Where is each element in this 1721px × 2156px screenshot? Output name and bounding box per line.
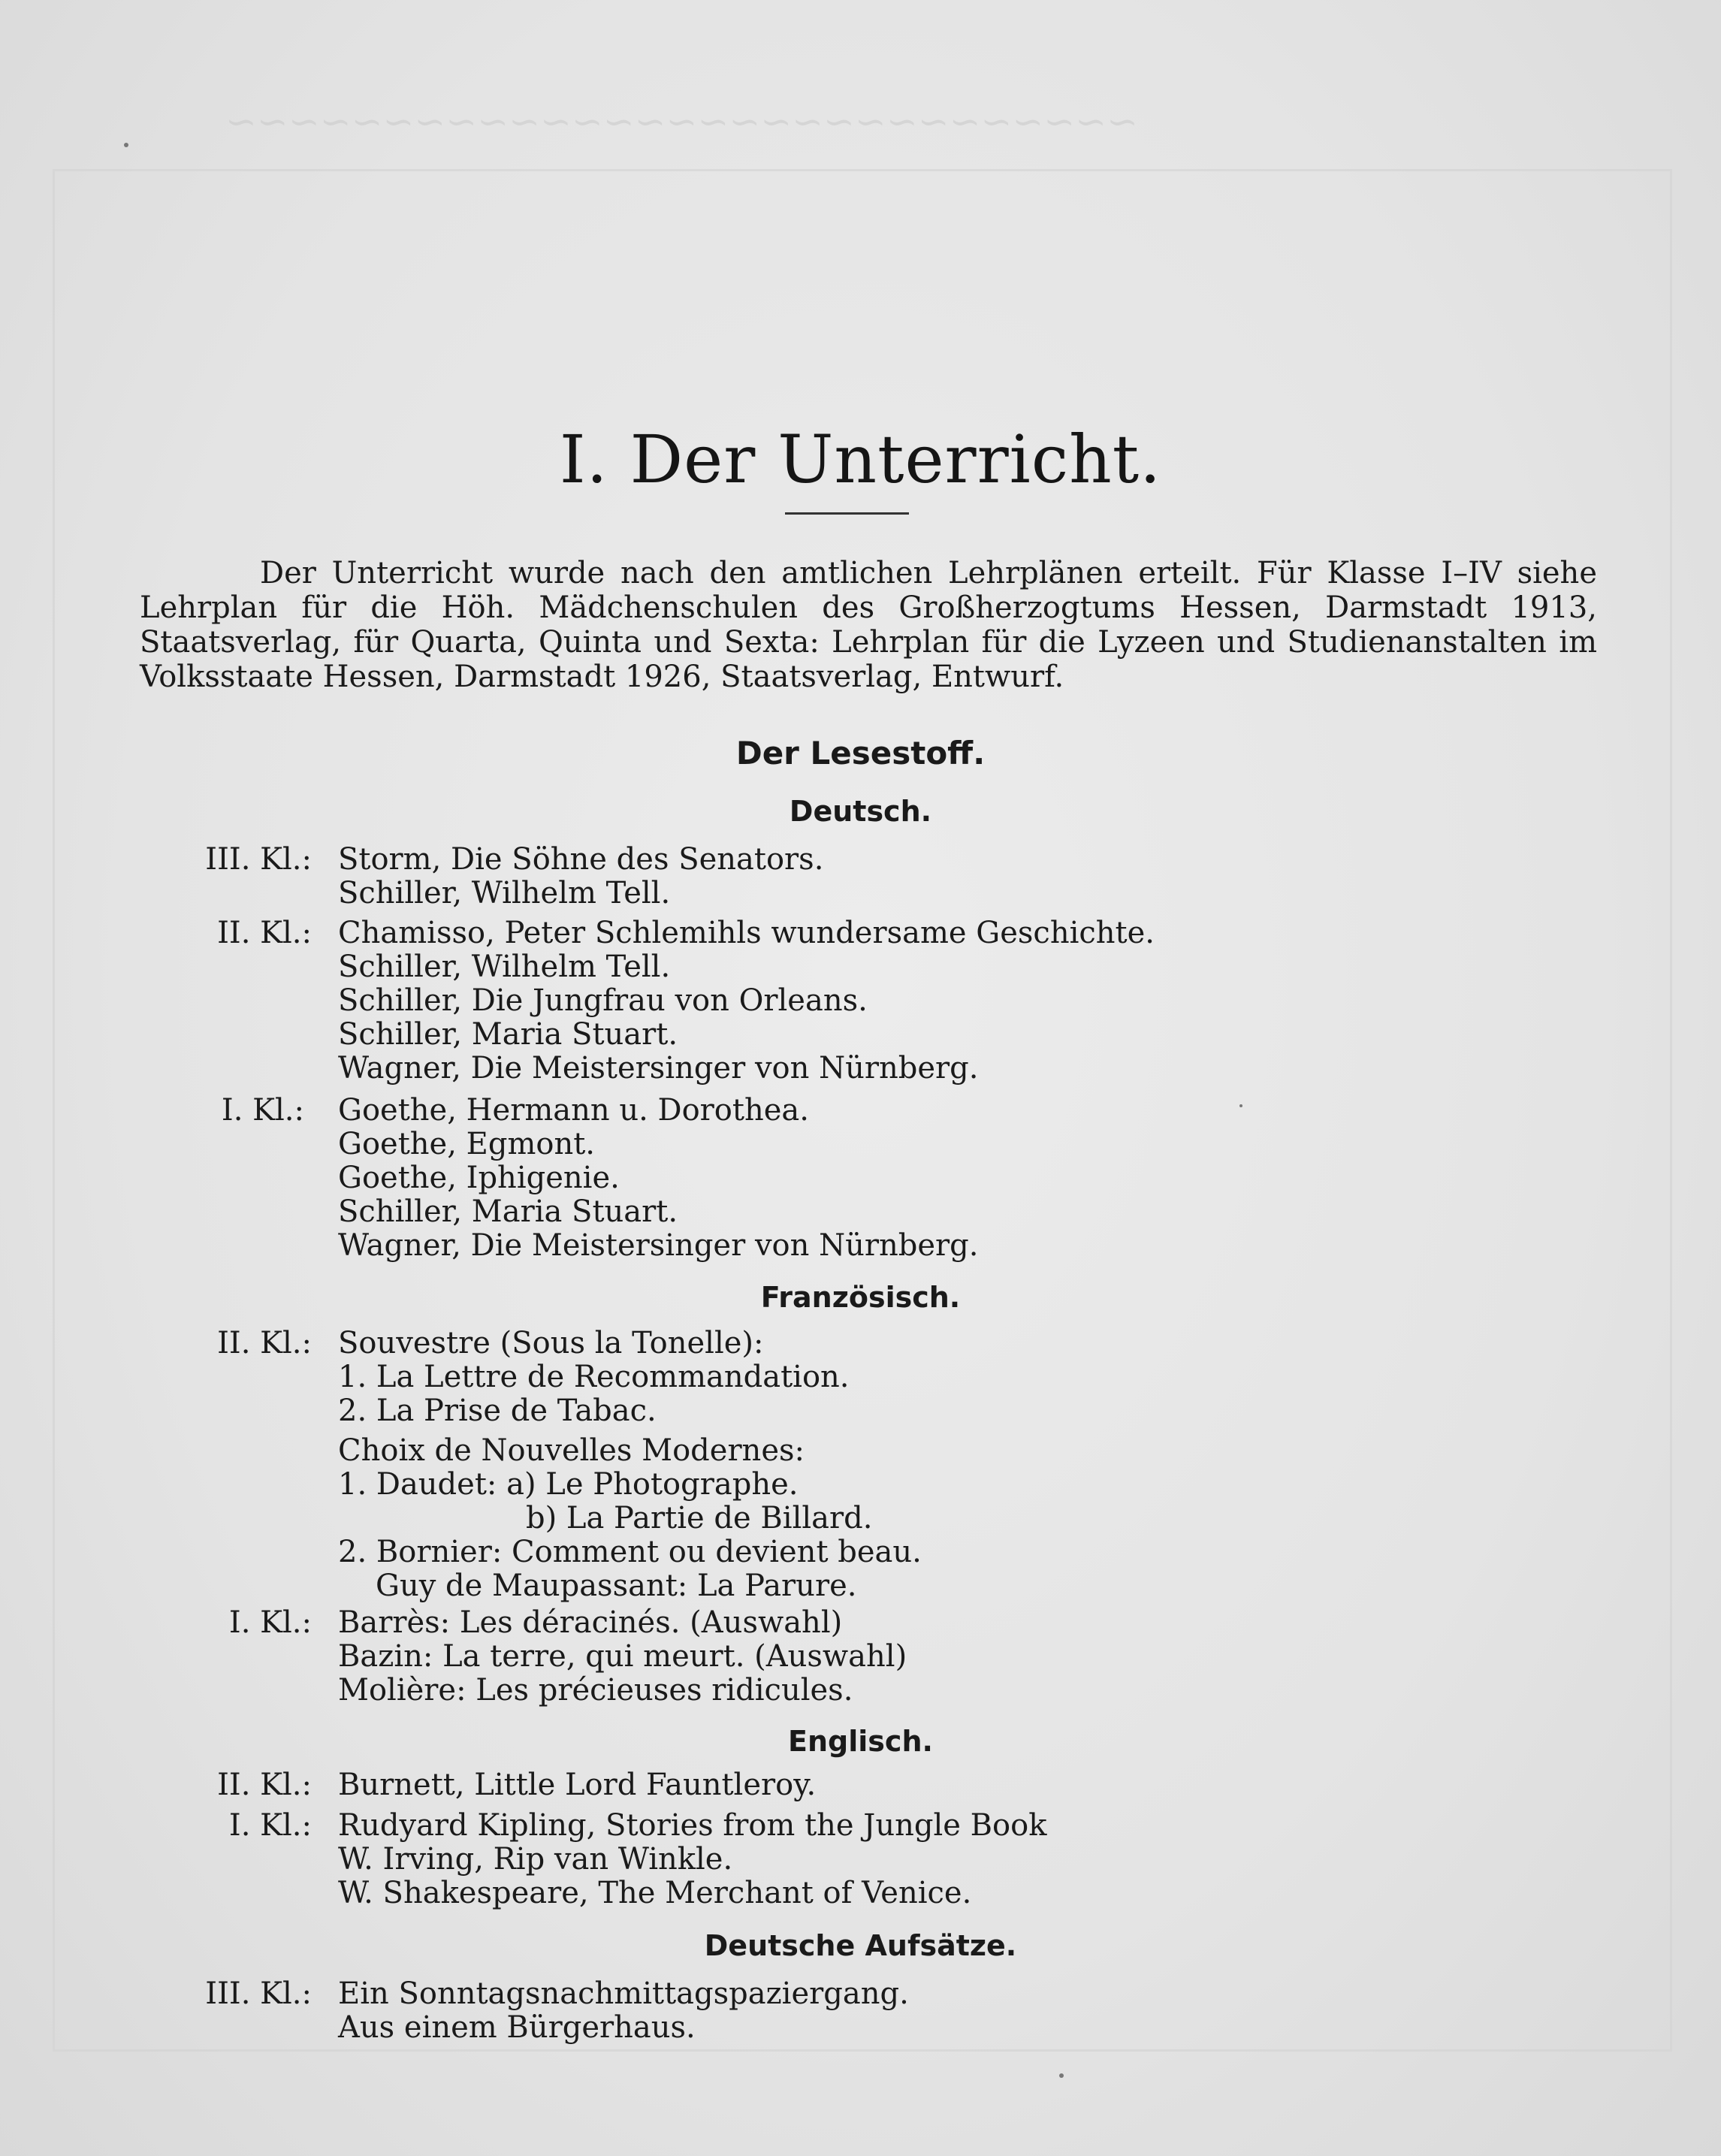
heading-rule <box>785 512 909 515</box>
class-label: I. Kl.: <box>228 1808 312 1843</box>
list-item: Burnett, Little Lord Fauntleroy. <box>338 1768 817 1802</box>
reading-list <box>338 1977 909 2045</box>
list-item: 1. Daudet: a) Le Photographe. <box>338 1467 799 1502</box>
class-label: II. Kl.: <box>217 1768 312 1802</box>
list-item: Choix de Nouvelles Modernes: <box>338 1433 805 1468</box>
reading-list <box>338 843 823 910</box>
reading-list <box>338 916 1155 1086</box>
class-label: I. Kl.: <box>228 1605 312 1640</box>
bleed-through-text: ~~~~~~~~~~~~~~~~~~~~~~~~~~~~~ <box>225 100 1138 143</box>
class-label: III. Kl.: <box>205 842 312 877</box>
list-item: Schiller, Wilhelm Tell. <box>338 876 671 910</box>
list-item: W. Shakespeare, The Merchant of Venice. <box>338 1876 972 1910</box>
list-item: Schiller, Wilhelm Tell. <box>338 950 671 984</box>
reading-list <box>338 1809 1046 1910</box>
class-label: II. Kl.: <box>217 1326 312 1360</box>
list-item: Schiller, Die Jungfrau von Orleans. <box>338 983 868 1018</box>
list-item: Souvestre (Sous la Tonelle): <box>338 1326 764 1360</box>
intro-paragraph <box>140 556 1597 694</box>
section-title-franzoesisch: Französisch. <box>760 1281 961 1314</box>
section-title-deutsch: Deutsch. <box>789 795 932 828</box>
list-item: Wagner, Die Meistersinger von Nürnberg. <box>338 1228 979 1263</box>
reading-list <box>338 1768 816 1802</box>
list-item: Storm, Die Söhne des Senators. <box>338 842 824 877</box>
list-item: Wagner, Die Meistersinger von Nürnberg. <box>338 1051 979 1086</box>
reading-list <box>338 1327 922 1603</box>
paper-speck <box>1059 2073 1064 2078</box>
list-item: Rudyard Kipling, Stories from the Jungle Book <box>338 1808 1047 1843</box>
list-item: Bazin: La terre, qui meurt. (Auswahl) <box>338 1639 907 1674</box>
class-label: I. Kl.: <box>221 1093 304 1128</box>
list-item: W. Irving, Rip van Winkle. <box>338 1842 733 1877</box>
list-item: 2. Bornier: Comment ou devient beau. <box>338 1535 922 1569</box>
list-item: Schiller, Maria Stuart. <box>338 1017 678 1052</box>
list-item: Aus einem Bürgerhaus. <box>338 2010 696 2045</box>
paper-speck <box>1239 1104 1242 1107</box>
reading-list <box>338 1606 907 1708</box>
list-item: b) La Partie de Billard. <box>526 1501 873 1535</box>
list-item: Barrès: Les déracinés. (Auswahl) <box>338 1605 843 1640</box>
lesestoff-title: Der Lesestoff. <box>735 735 986 772</box>
list-item: Goethe, Egmont. <box>338 1127 596 1161</box>
list-item: Guy de Maupassant: La Parure. <box>376 1569 857 1603</box>
reading-list <box>338 1094 978 1263</box>
list-item: Molière: Les précieuses ridicules. <box>338 1673 853 1708</box>
list-item: Goethe, Hermann u. Dorothea. <box>338 1093 809 1128</box>
list-item: 1. La Lettre de Recommandation. <box>338 1360 850 1394</box>
list-item: Chamisso, Peter Schlemihls wundersame Geschichte. <box>338 916 1155 950</box>
class-label: III. Kl.: <box>205 1976 312 2011</box>
list-item: Schiller, Maria Stuart. <box>338 1194 678 1229</box>
intro-text: Der Unterricht wurde nach den amtlichen Lehrplänen erteilt. Für Klasse I–IV siehe Lehrplan für die Höh. Mädchenschulen des Großherzogtums Hessen, Darmstadt 1913, Staatsverlag, für Quarta, Quinta und Sexta: Lehrplan für die Lyzeen und Studienanstalten im Volksstaate Hessen, Darmstadt 1926, Staatsverlag, Entwurf. <box>140 556 1597 694</box>
list-item: 2. La Prise de Tabac. <box>338 1394 657 1428</box>
list-item: Goethe, Iphigenie. <box>338 1161 620 1195</box>
class-label: II. Kl.: <box>217 916 312 950</box>
page-heading: I. Der Unterricht. <box>559 421 1162 498</box>
section-title-aufsaetze: Deutsche Aufsätze. <box>704 1929 1017 1962</box>
list-item: Ein Sonntagsnachmittagspaziergang. <box>338 1976 909 2011</box>
paper-speck <box>124 143 128 147</box>
section-title-englisch: Englisch. <box>788 1725 933 1758</box>
